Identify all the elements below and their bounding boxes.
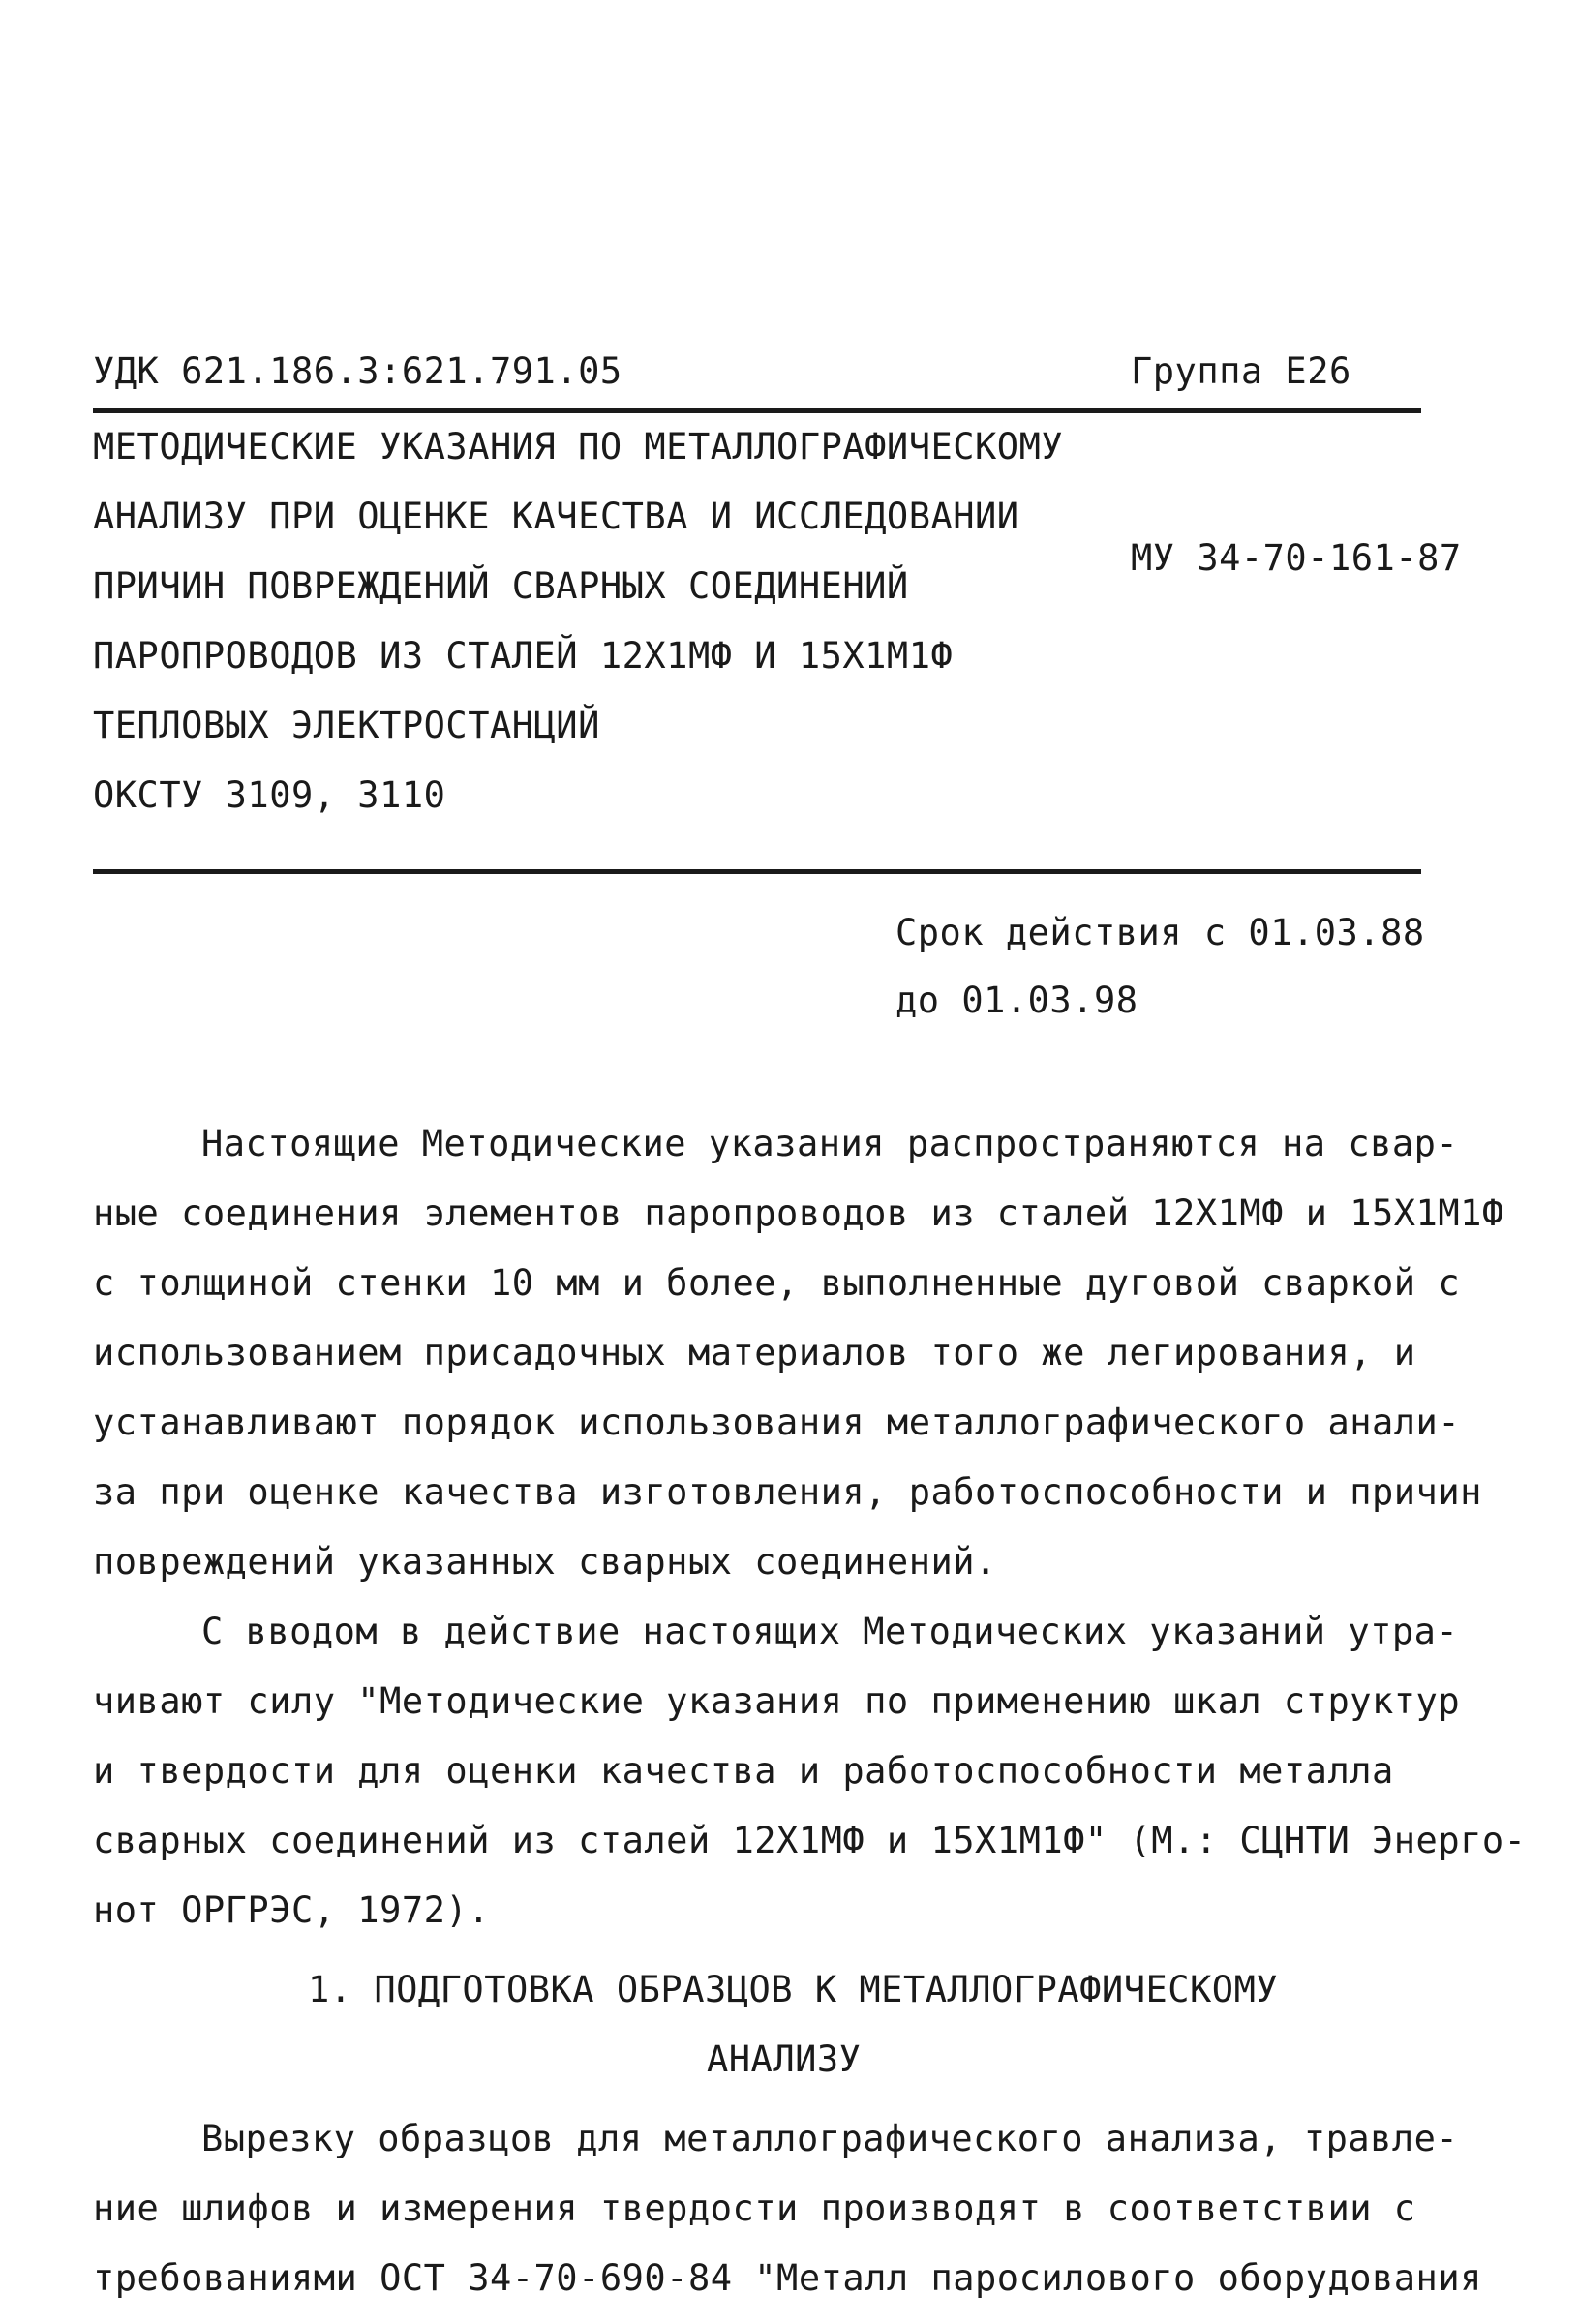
okstu-code: ОКСТУ 3109, 3110 xyxy=(93,774,446,816)
text-line: чивают силу "Методические указания по применению шкал структур xyxy=(93,1680,1461,1722)
section-heading: 1. ПОДГОТОВКА ОБРАЗЦОВ К МЕТАЛЛОГРАФИЧЕСКОМУ xyxy=(308,1969,1279,2010)
title-line: МЕТОДИЧЕСКИЕ УКАЗАНИЯ ПО МЕТАЛЛОГРАФИЧЕСКОМУ xyxy=(93,426,1064,468)
text-line: Настоящие Методические указания распространяются на свар- xyxy=(201,1123,1459,1164)
text-line: с толщиной стенки 10 мм и более, выполненные дуговой сваркой с xyxy=(93,1262,1461,1304)
text-line: устанавливают порядок использования металлографического анали- xyxy=(93,1402,1461,1443)
text-line: и твердости для оценки качества и работоспособности металла xyxy=(93,1750,1394,1792)
text-line: ние шлифов и измерения твердости производят в соответствии с xyxy=(93,2188,1416,2229)
section-heading-cont: АНАЛИЗУ xyxy=(707,2038,862,2080)
title-line: ТЕПЛОВЫХ ЭЛЕКТРОСТАНЦИЙ xyxy=(93,705,600,746)
validity-to: до 01.03.98 xyxy=(895,980,1138,1021)
text-line: ные соединения элементов паропроводов из сталей 12Х1МФ и 15Х1М1Ф xyxy=(93,1192,1504,1234)
text-line: С вводом в действие настоящих Методических указаний утра- xyxy=(201,1611,1459,1652)
text-line: повреждений указанных сварных соединений. xyxy=(93,1541,997,1583)
udk-code: УДК 621.186.3:621.791.05 xyxy=(93,350,622,392)
document-code: МУ 34-70-161-87 xyxy=(1131,537,1462,579)
text-line: использованием присадочных материалов того же легирования, и xyxy=(93,1332,1416,1373)
header-rule xyxy=(93,408,1421,413)
title-line: ПАРОПРОВОДОВ ИЗ СТАЛЕЙ 12Х1МФ И 15Х1М1Ф xyxy=(93,635,954,677)
text-line: требованиями ОСТ 34-70-690-84 "Металл паросилового оборудования xyxy=(93,2257,1482,2299)
text-line: нот ОРГРЭС, 1972). xyxy=(93,1889,490,1931)
text-line: Вырезку образцов для металлографического анализа, травле- xyxy=(201,2118,1459,2159)
text-line: сварных соединений из сталей 12Х1МФ и 15Х1М1Ф" (М.: СЦНТИ Энерго- xyxy=(93,1820,1527,1861)
title-line: ПРИЧИН ПОВРЕЖДЕНИЙ СВАРНЫХ СОЕДИНЕНИЙ xyxy=(93,565,909,607)
title-line: АНАЛИЗУ ПРИ ОЦЕНКЕ КАЧЕСТВА И ИССЛЕДОВАНИИ xyxy=(93,496,1019,537)
title-rule xyxy=(93,869,1421,874)
validity-from: Срок действия с 01.03.88 xyxy=(895,912,1425,953)
text-line: за при оценке качества изготовления, работоспособности и причин xyxy=(93,1471,1482,1513)
group-code: Группа Е26 xyxy=(1131,350,1351,392)
